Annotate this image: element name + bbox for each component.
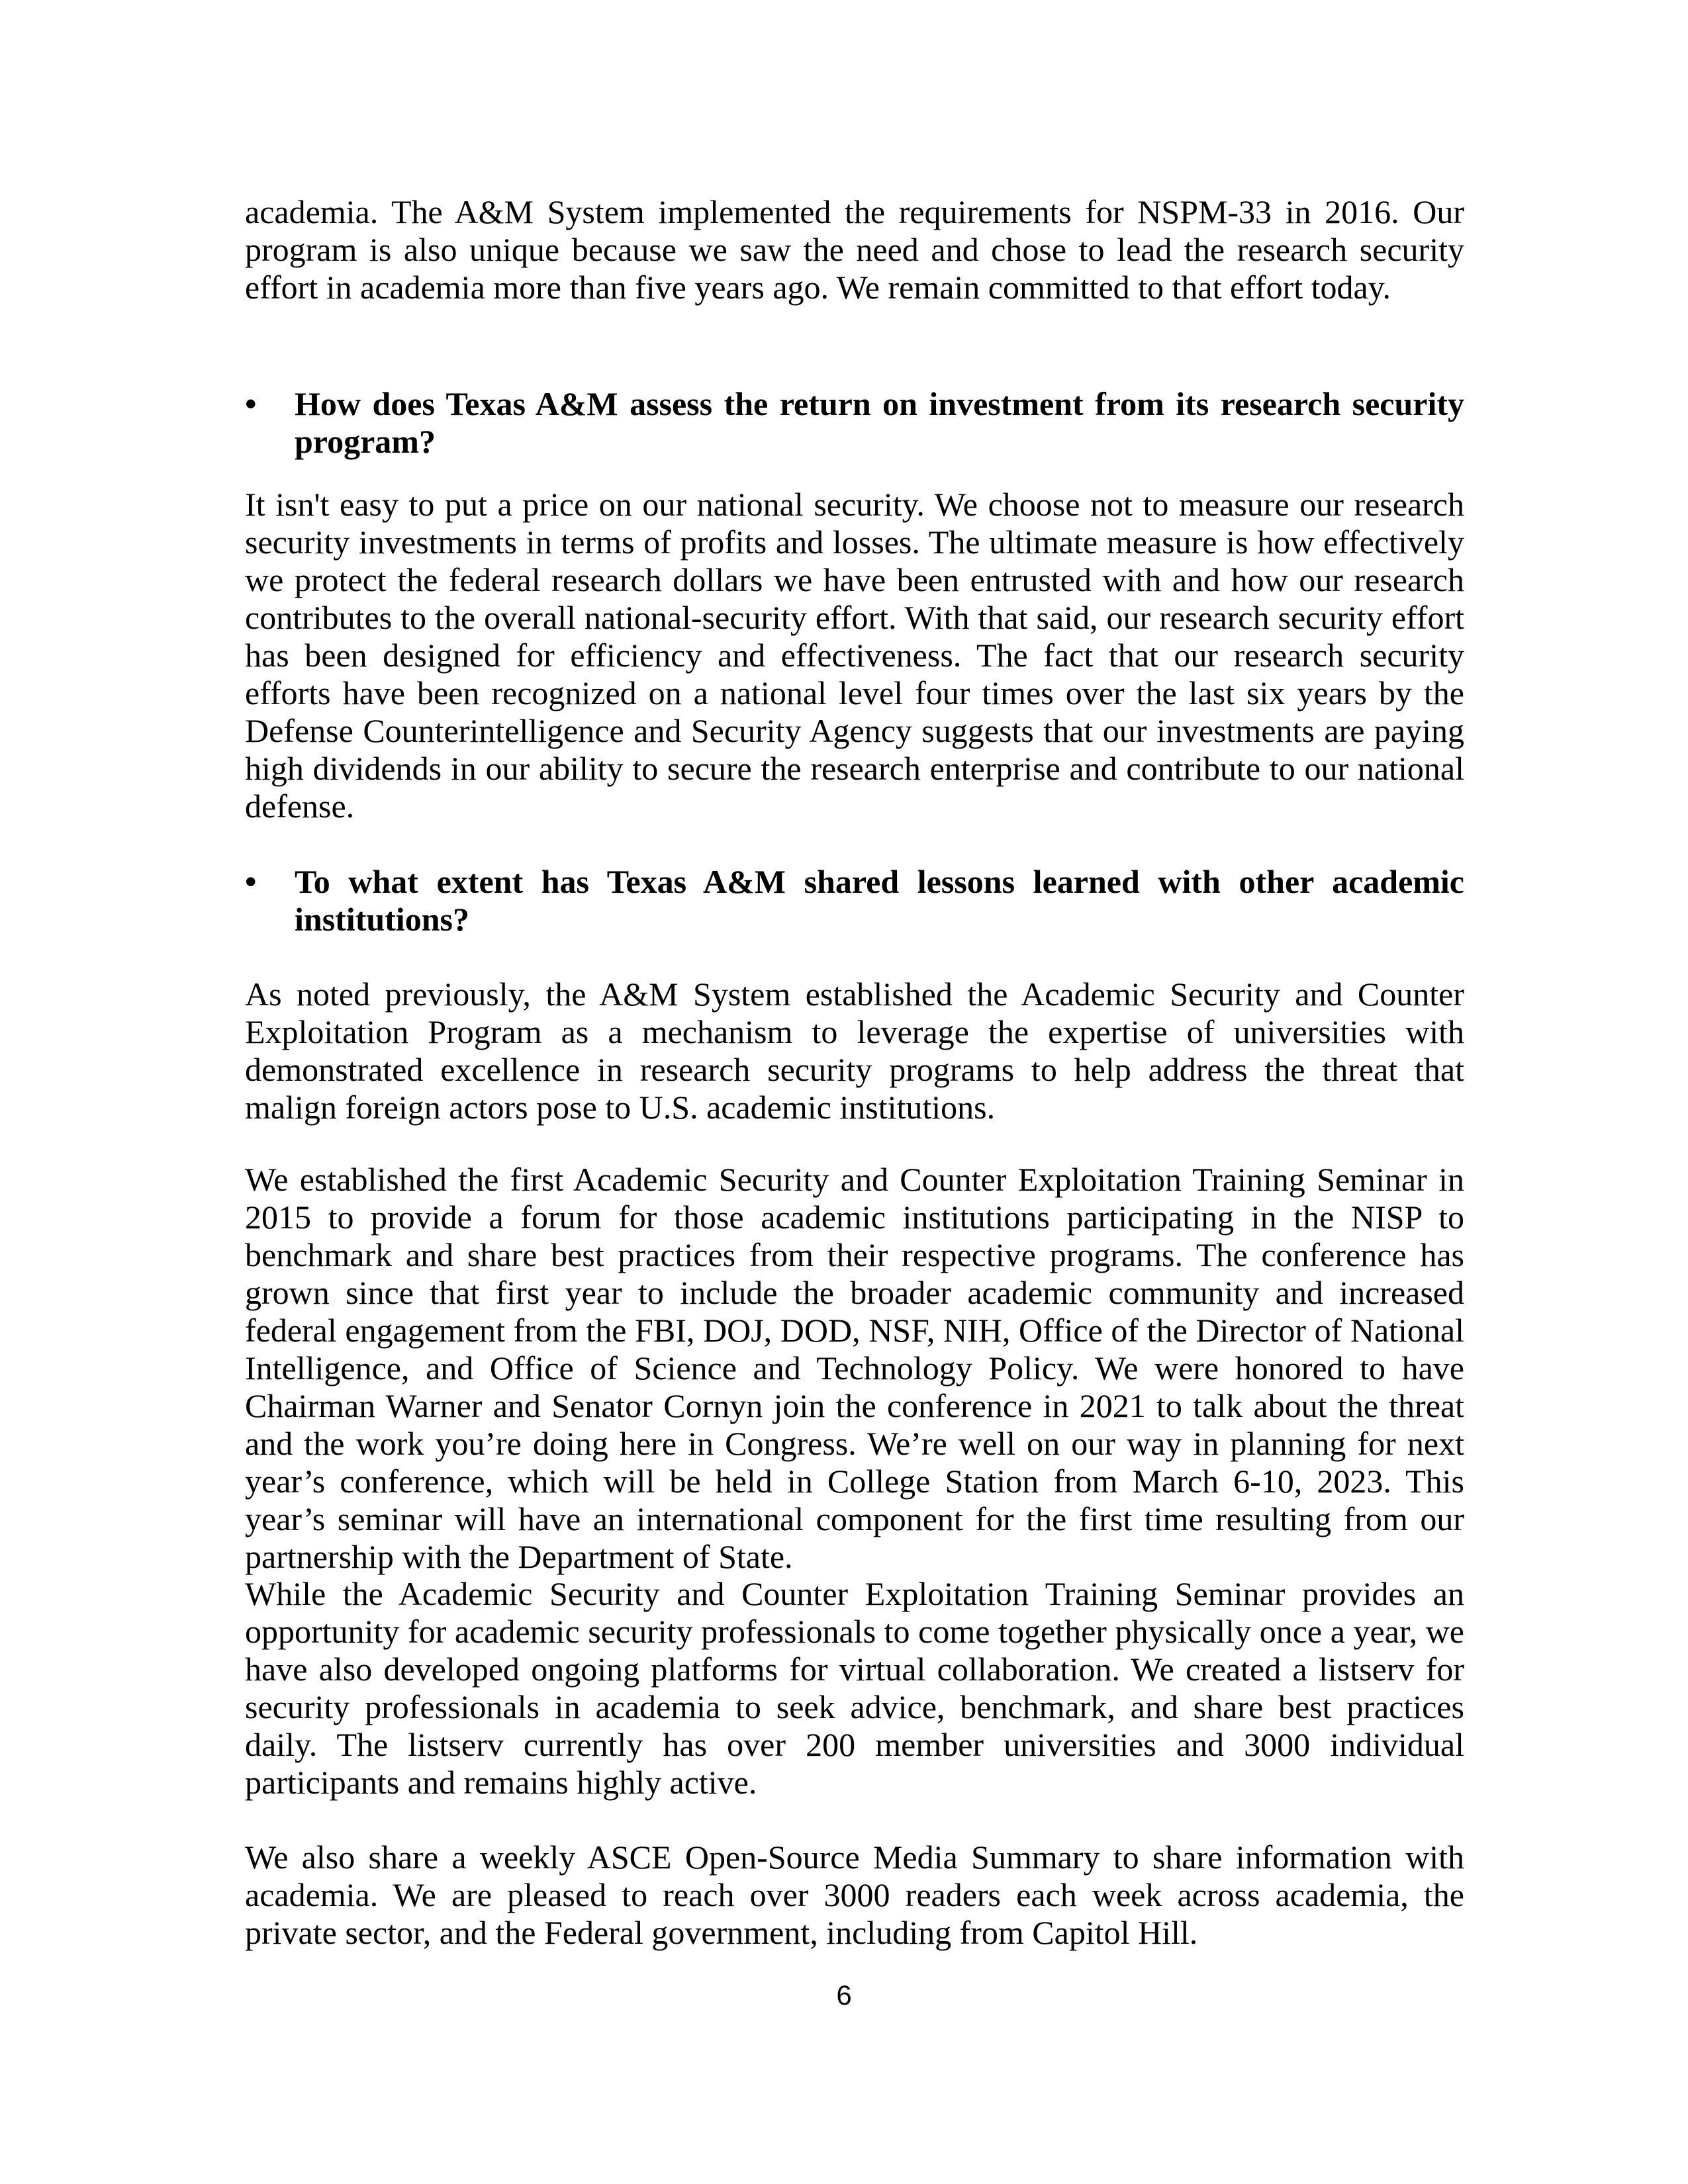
paragraph-media-summary	[245, 1839, 1464, 1952]
bullet-icon: •	[245, 385, 257, 422]
question-roi	[245, 385, 1464, 461]
paragraph-roi-answer	[245, 486, 1464, 825]
question-lessons-shared	[245, 863, 1464, 938]
question-heading: To what extent has Texas A&M shared lessons learned with other academic institutions?	[295, 863, 1464, 938]
paragraph-nspm33	[245, 193, 1464, 306]
page-number: 6	[836, 1979, 852, 2011]
paragraph-asce-program	[245, 976, 1464, 1126]
bullet-icon: •	[245, 863, 257, 900]
paragraph-text: We also share a weekly ASCE Open-Source Media Summary to share information with academia. We are pleased to reach over 3000 readers each week across academia, the private sector, and the Federal government, including from Capitol Hill.	[245, 1839, 1464, 1951]
paragraph-text: academia. The A&M System implemented the requirements for NSPM-33 in 2016. Our program is also unique because we saw the need and chose to lead the research security effort in academia more than five years ago. We remain committed to that effort today.	[245, 193, 1464, 306]
paragraph-text: We established the first Academic Security and Counter Exploitation Training Seminar in 2015 to provide a forum for those academic institutions participating in the NISP to benchmark and share best practices from their respective programs. The conference has grown since that first year to include the broader academic community and increased federal engagement from the FBI, DOJ, DOD, NSF, NIH, Office of the Director of National Intelligence, and Office of Science and Technology Policy. We were honored to have Chairman Warner and Senator Cornyn join the conference in 2021 to talk about the threat and the work you’re doing here in Congress. We’re well on our way in planning for next year’s conference, which will be held in College Station from March 6-10, 2023. This year’s seminar will have an international component for the first time resulting from our partnership with the Department of State.	[245, 1161, 1464, 1575]
paragraph-text: It isn't easy to put a price on our national security. We choose not to measure our research security investments in terms of profits and losses. The ultimate measure is how effectively we protect the federal research dollars we have been entrusted with and how our research contributes to the overall national-security effort. With that said, our research security effort has been designed for efficiency and effectiveness. The fact that our research security efforts have been recognized on a national level four times over the last six years by the Defense Counterintelligence and Security Agency suggests that our investments are paying high dividends in our ability to secure the research enterprise and contribute to our national defense.	[245, 486, 1464, 825]
paragraph-text: As noted previously, the A&M System established the Academic Security and Counter Exploitation Program as a mechanism to leverage the expertise of universities with demonstrated excellence in research security programs to help address the threat that malign foreign actors pose to U.S. academic institutions.	[245, 976, 1464, 1126]
paragraph-training-seminar	[245, 1161, 1464, 1576]
question-heading: How does Texas A&M assess the return on investment from its research security program?	[295, 385, 1464, 460]
paragraph-text: While the Academic Security and Counter Exploitation Training Seminar provides an opportunity for academic security professionals to come together physically once a year, we have also developed ongoing platforms for virtual collaboration. We created a listserv for security professionals in academia to seek advice, benchmark, and share best practices daily. The listserv currently has over 200 member universities and 3000 individual participants and remains highly active.	[245, 1575, 1464, 1801]
paragraph-listserv	[245, 1575, 1464, 1801]
